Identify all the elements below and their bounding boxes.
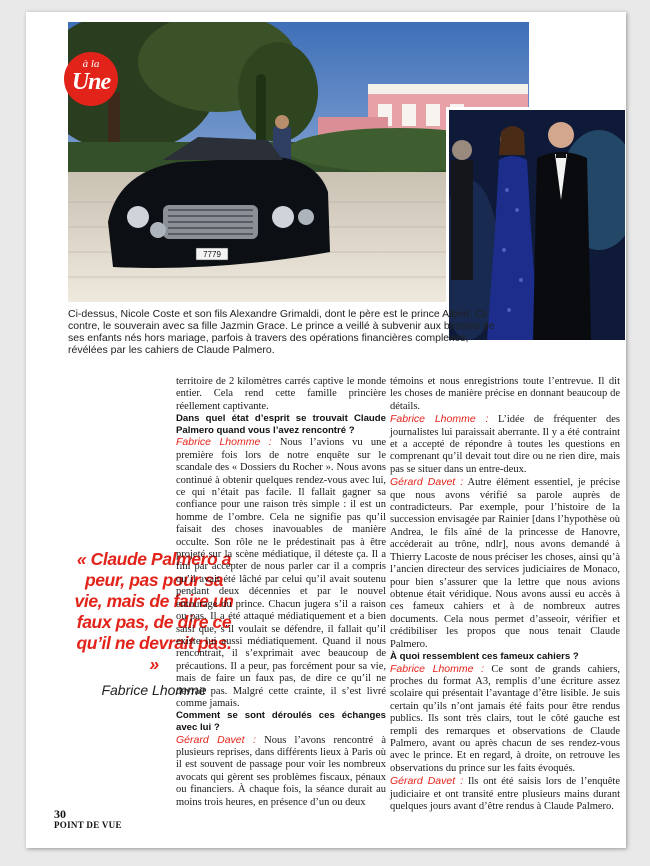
answer-text: L’idée de fréquenter des journalistes lui paraissait aberrante. Il y a été contraint et a accepté de répondre à toutes les questions en comprenant qu’il devait tout dire ou ne rien dire, mais pas se situer dans un entre-deux. xyxy=(390,414,620,475)
speaker-name: Gérard Davet : xyxy=(390,476,464,489)
answer-text: Ce sont de grands cahiers, proches du format A3, remplis d’une écriture assez scolaire qui présentait l’avantage d’être lisible. Je suis certain qu’ils n’ont jamais été faits pour être rendus publics. Ils sont très clairs, tout le côté gauche est rempli des remarques et observations de Claude Palmero, avant ou après chacun de ses rendez-vous avec le prince. Et en regard, à droite, on retrouve les observations du prince sur les faits évoqués. xyxy=(390,663,620,774)
page-number: 30 xyxy=(54,807,66,821)
magazine-page xyxy=(26,12,626,848)
interview-question: À quoi ressemblent ces fameux cahiers ? xyxy=(390,650,579,662)
badge-small-text: à la xyxy=(82,58,100,70)
paragraph: témoins et nous enregistrions toute l’entrevue. Il dit les choses de manière précise en donnant beaucoup de détails. xyxy=(390,376,620,412)
magazine-name: POINT DE VUE xyxy=(54,820,122,830)
speaker-name: Gérard Davet : xyxy=(176,733,256,746)
interview-question: Dans quel état d’esprit se trouvait Claude Palmero quand vous l’avez rencontré ? xyxy=(176,413,386,436)
a-la-une-badge xyxy=(64,52,118,106)
interview-question: Comment se sont déroulés ces échanges avec lui ? xyxy=(176,710,386,733)
paragraph: territoire de 2 kilomètres carrés captive le monde entier. Cela rend cette famille princière réellement captivante. xyxy=(176,376,386,412)
speaker-name: Fabrice Lhomme : xyxy=(390,662,484,675)
page-folio xyxy=(54,809,122,831)
answer-paragraph xyxy=(176,734,386,809)
article-column-1 xyxy=(176,376,386,809)
answer-paragraph xyxy=(390,413,620,476)
photo-caption: Ci-dessus, Nicole Coste et son fils Alexandre Grimaldi, dont le père est le prince Albert. Ci-contre, le souverain avec sa fille Jazmin Grace. Le prince a veillé à subvenir aux besoins de ses enfants nés hors mariage, parfois à travers des opérations financières complexes, révélées par les cahiers de Claude Palmero. xyxy=(68,308,495,356)
speaker-name: Fabrice Lhomme : xyxy=(176,436,272,449)
speaker-name: Gérard Davet : xyxy=(390,775,464,788)
pull-quote-text: « Claude Palmero a peur, pas pour sa vie, mais de faire un faux pas, de dire ce qu’il ne devrait pas. » xyxy=(74,549,234,674)
car-plate-text: 7779 xyxy=(203,250,221,259)
side-photo-illustration xyxy=(449,110,625,340)
answer-paragraph xyxy=(390,775,620,813)
answer-paragraph xyxy=(176,436,386,710)
speaker-name: Fabrice Lhomme : xyxy=(390,413,489,426)
answer-text: Nous l’avons rencontré à plusieurs reprises, dans différents lieux à Paris où il est souvent de passage pour voir les nombreux avocats qui gèrent ses problèmes fiscaux, pénaux ou financiers. À chaque fois, la séance durait au moins trois heures, en présence d’un ou deux xyxy=(176,734,386,808)
answer-text: Ils ont été saisis lors de l’enquête judiciaire et ont transité entre plusieurs mains durant quelques jours avant d’être rendus à Claude Palmero. xyxy=(390,776,620,812)
answer-text: Autre élément essentiel, je précise que nous avons vérifié sa parole auprès de contradicteurs. Par exemple, pour l’histoire de la succession envisagée par Rainier [dans l’hypothèse où Andrea, le fils aîné de la princesse de Hanovre, accéderait au trône, ndlr], nous avons demandé à Thierry Lacoste de nous préciser les choses, ainsi qu’à l’ancien directeur des services judiciaires de Monaco, pour bien s’assurer que la lettre que nous avions obtenue était véridique. Nous avons aussi eu accès à ces fameux cahiers et à de nombreux autres documents. Cela nous permet d’asseoir, vérifier et crédibiliser les propos que nous tenait Claude Palmero. xyxy=(390,477,620,650)
badge-big-text: Une xyxy=(71,69,111,95)
pull-quote-author: Fabrice Lhomme xyxy=(101,682,207,698)
answer-paragraph xyxy=(390,476,620,651)
answer-paragraph xyxy=(390,663,620,776)
answer-text: Nous l’avions vu une première fois lors de notre enquête sur le scandale des « Dossiers du Rocher ». Nous avons continué à obtenir quelques rendez-vous avec lui, ce qui n’était pas facile. Il fallait gagner sa confiance pour une raison très simple : il est un homme de l’ombre. Cela ne signifie pas qu’il faisait des choses inavouables de manière occulte. Son rôle ne le prédestinait pas à être projeté sur la scène médiatique, il déteste ça. Il a fini par accepter de nous parler car il a compris qu’il avait été lâché par celui qu’il avait soutenu pendant deux décennies et par le nouvel entourage du prince. Chacun jugera s’il a raison ou pas. Il a été attaqué médiatiquement et a bien saisi que, s’il voulait se défendre, il fallait qu’il existe lui aussi médiatiquement. Quand il nous rencontrait, il s’exprimait avec beaucoup de précautions. Il a peur, pas forcément pour sa vie, mais de faire un faux pas, de dire ce qu’il ne devrait pas. Malgré cette crainte, il s’est livré comme jamais. xyxy=(176,437,386,709)
article-column-2 xyxy=(390,376,620,813)
